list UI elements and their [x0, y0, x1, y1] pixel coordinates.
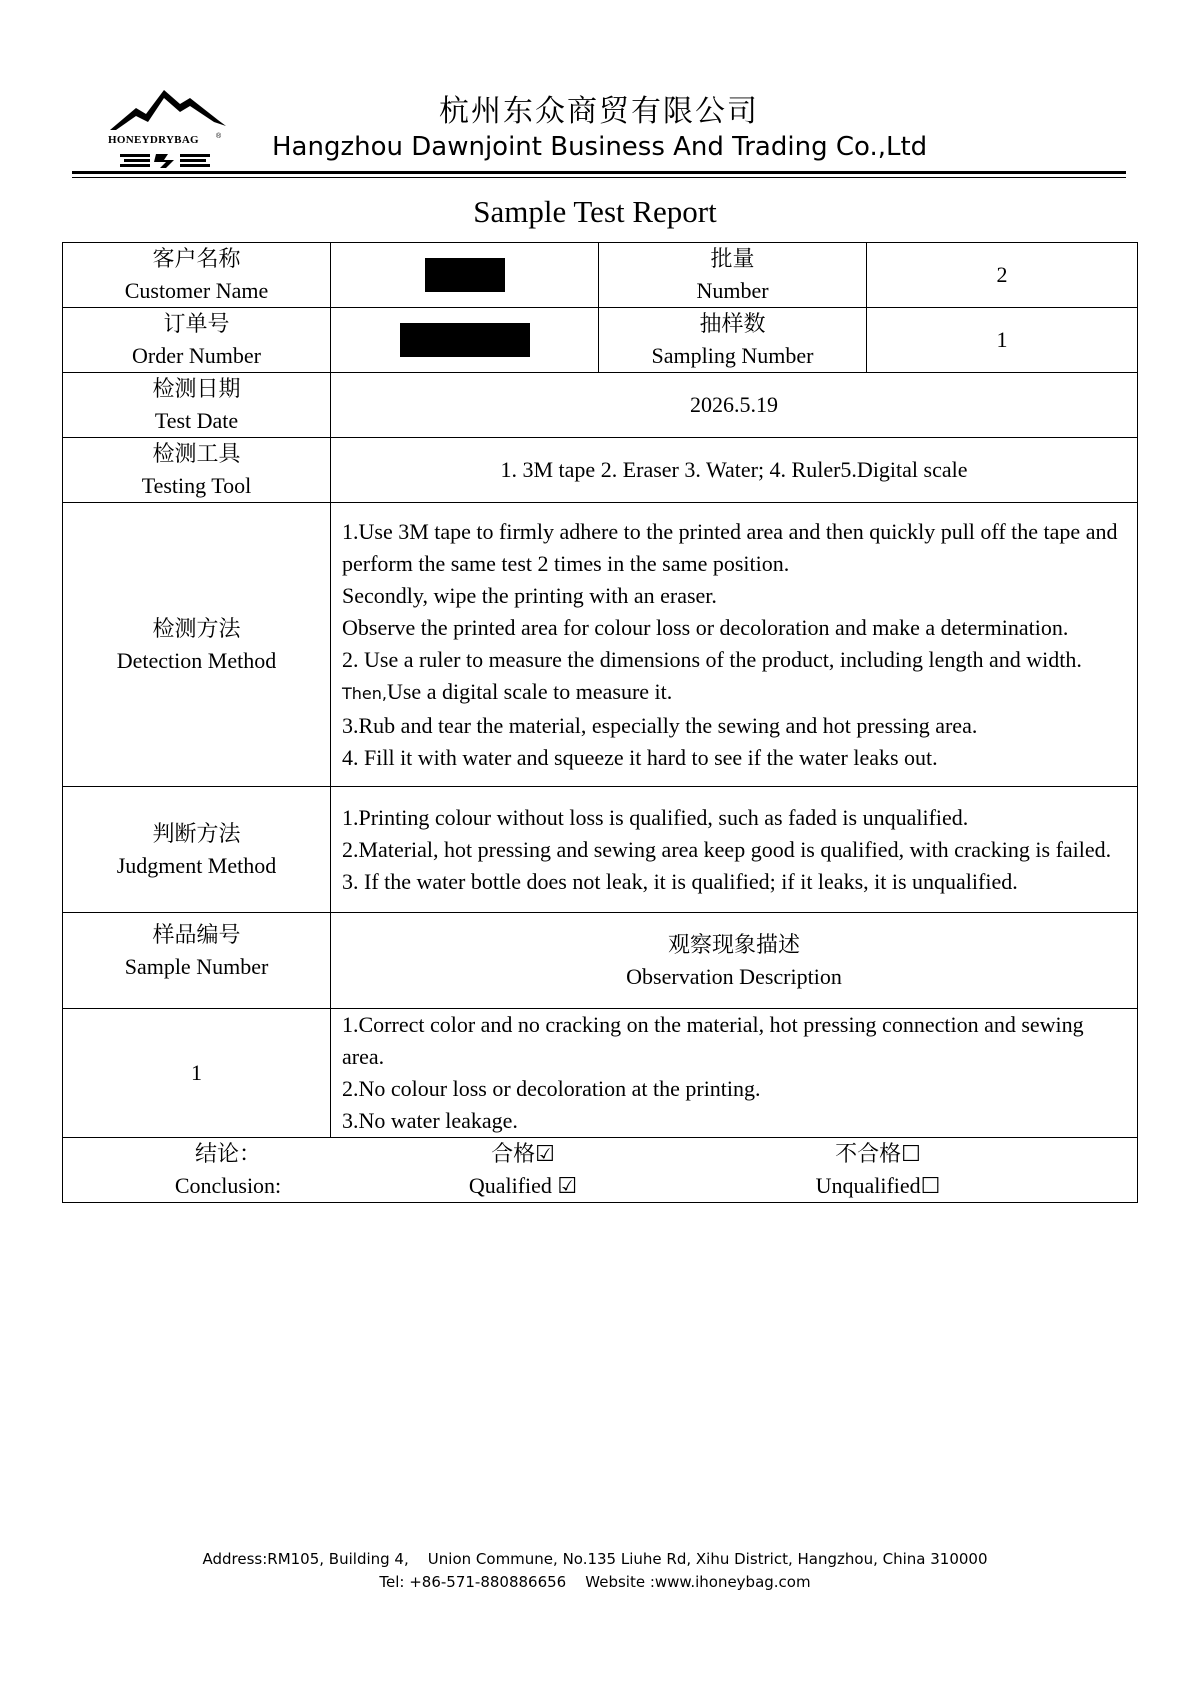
observation-description-header: 观察现象描述 Observation Description: [331, 913, 1138, 1009]
company-name-chinese: 杭州东众商贸有限公司: [439, 94, 759, 129]
test-date-value: 2026.5.19: [331, 373, 1138, 438]
testing-tool-label: 检测工具 Testing Tool: [63, 438, 331, 503]
header-divider-thick: [72, 171, 1126, 174]
logo-wordmark: HONEYDRYBAG: [108, 134, 199, 146]
qualified-option: 合格☑ Qualified ☑: [468, 1141, 578, 1198]
letterhead: [72, 78, 1126, 178]
redaction-block: [425, 258, 505, 292]
table-row: [63, 1009, 1138, 1138]
testing-tool-value: 1. 3M tape 2. Eraser 3. Water; 4. Ruler5.Digital scale: [331, 438, 1138, 503]
table-row: [63, 243, 1138, 308]
customer-name-label: 客户名称 Customer Name: [63, 243, 331, 308]
redaction-block: [400, 323, 530, 357]
detection-method-label: 检测方法 Detection Method: [63, 503, 331, 787]
sample-observation-text: 1.Correct color and no cracking on the material, hot pressing connection and sewing area. 2.No colour loss or decoloration at the printing. 3.No water leakage.: [331, 1009, 1138, 1138]
table-row: [63, 1138, 1138, 1203]
footer-contact: Tel: +86-571-880886656 Website :www.ihoneybag.com: [379, 1573, 811, 1591]
table-row: [63, 438, 1138, 503]
sampling-number-label: 抽样数 Sampling Number: [599, 308, 867, 373]
conclusion-row: [63, 1138, 1138, 1203]
table-row: [63, 503, 1138, 787]
company-name-english: Hangzhou Dawnjoint Business And Trading Co.,Ltd: [272, 132, 928, 162]
test-date-label: 检测日期 Test Date: [63, 373, 331, 438]
judgment-method-label: 判断方法 Judgment Method: [63, 787, 331, 913]
svg-text:®: ®: [216, 133, 222, 140]
number-value: 2: [867, 243, 1138, 308]
unqualified-option: 不合格☐ Unqualified☐: [815, 1141, 941, 1198]
number-label: 批量 Number: [599, 243, 867, 308]
conclusion-label: 结论： Conclusion:: [174, 1141, 282, 1198]
page-footer: [0, 1548, 1190, 1594]
table-row: [63, 913, 1138, 1009]
footer-address: Address:RM105, Building 4, Union Commune, No.135 Liuhe Rd, Xihu District, Hangzhou, China 310000: [202, 1550, 988, 1568]
sampling-number-value: 1: [867, 308, 1138, 373]
table-row: [63, 308, 1138, 373]
table-row: [63, 787, 1138, 913]
sample-id: 1: [63, 1009, 331, 1138]
sample-number-label: 样品编号 Sample Number: [63, 913, 331, 1009]
customer-name-value: [331, 243, 599, 308]
order-number-label: 订单号 Order Number: [63, 308, 331, 373]
table-row: [63, 373, 1138, 438]
order-number-value: [331, 308, 599, 373]
report-title: Sample Test Report: [473, 194, 717, 229]
judgment-method-text: 1.Printing colour without loss is qualified, such as faded is unqualified. 2.Material, hot pressing and sewing area keep good is qualified, with cracking is failed. 3. If the water bottle does not leak, it is qualified; if it leaks, it is unqualified.: [331, 787, 1138, 913]
report-table: [62, 242, 1138, 1203]
detection-method-text: 1.Use 3M tape to firmly adhere to the printed area and then quickly pull off the tape and perform the same test 2 times in the same position. Secondly, wipe the printing with an eraser. Observe the printed area for colour loss or decoloration and make a determination. 2. Use a ruler to measure the dimensions of the product, including length and width. Then,Use a digital scale to measure it. 3.Rub and tear the material, especially the sewing and hot pressing area. 4. Fill it with water and squeeze it hard to see if the water leaks out.: [331, 503, 1138, 787]
header-divider-thin: [72, 177, 1126, 178]
